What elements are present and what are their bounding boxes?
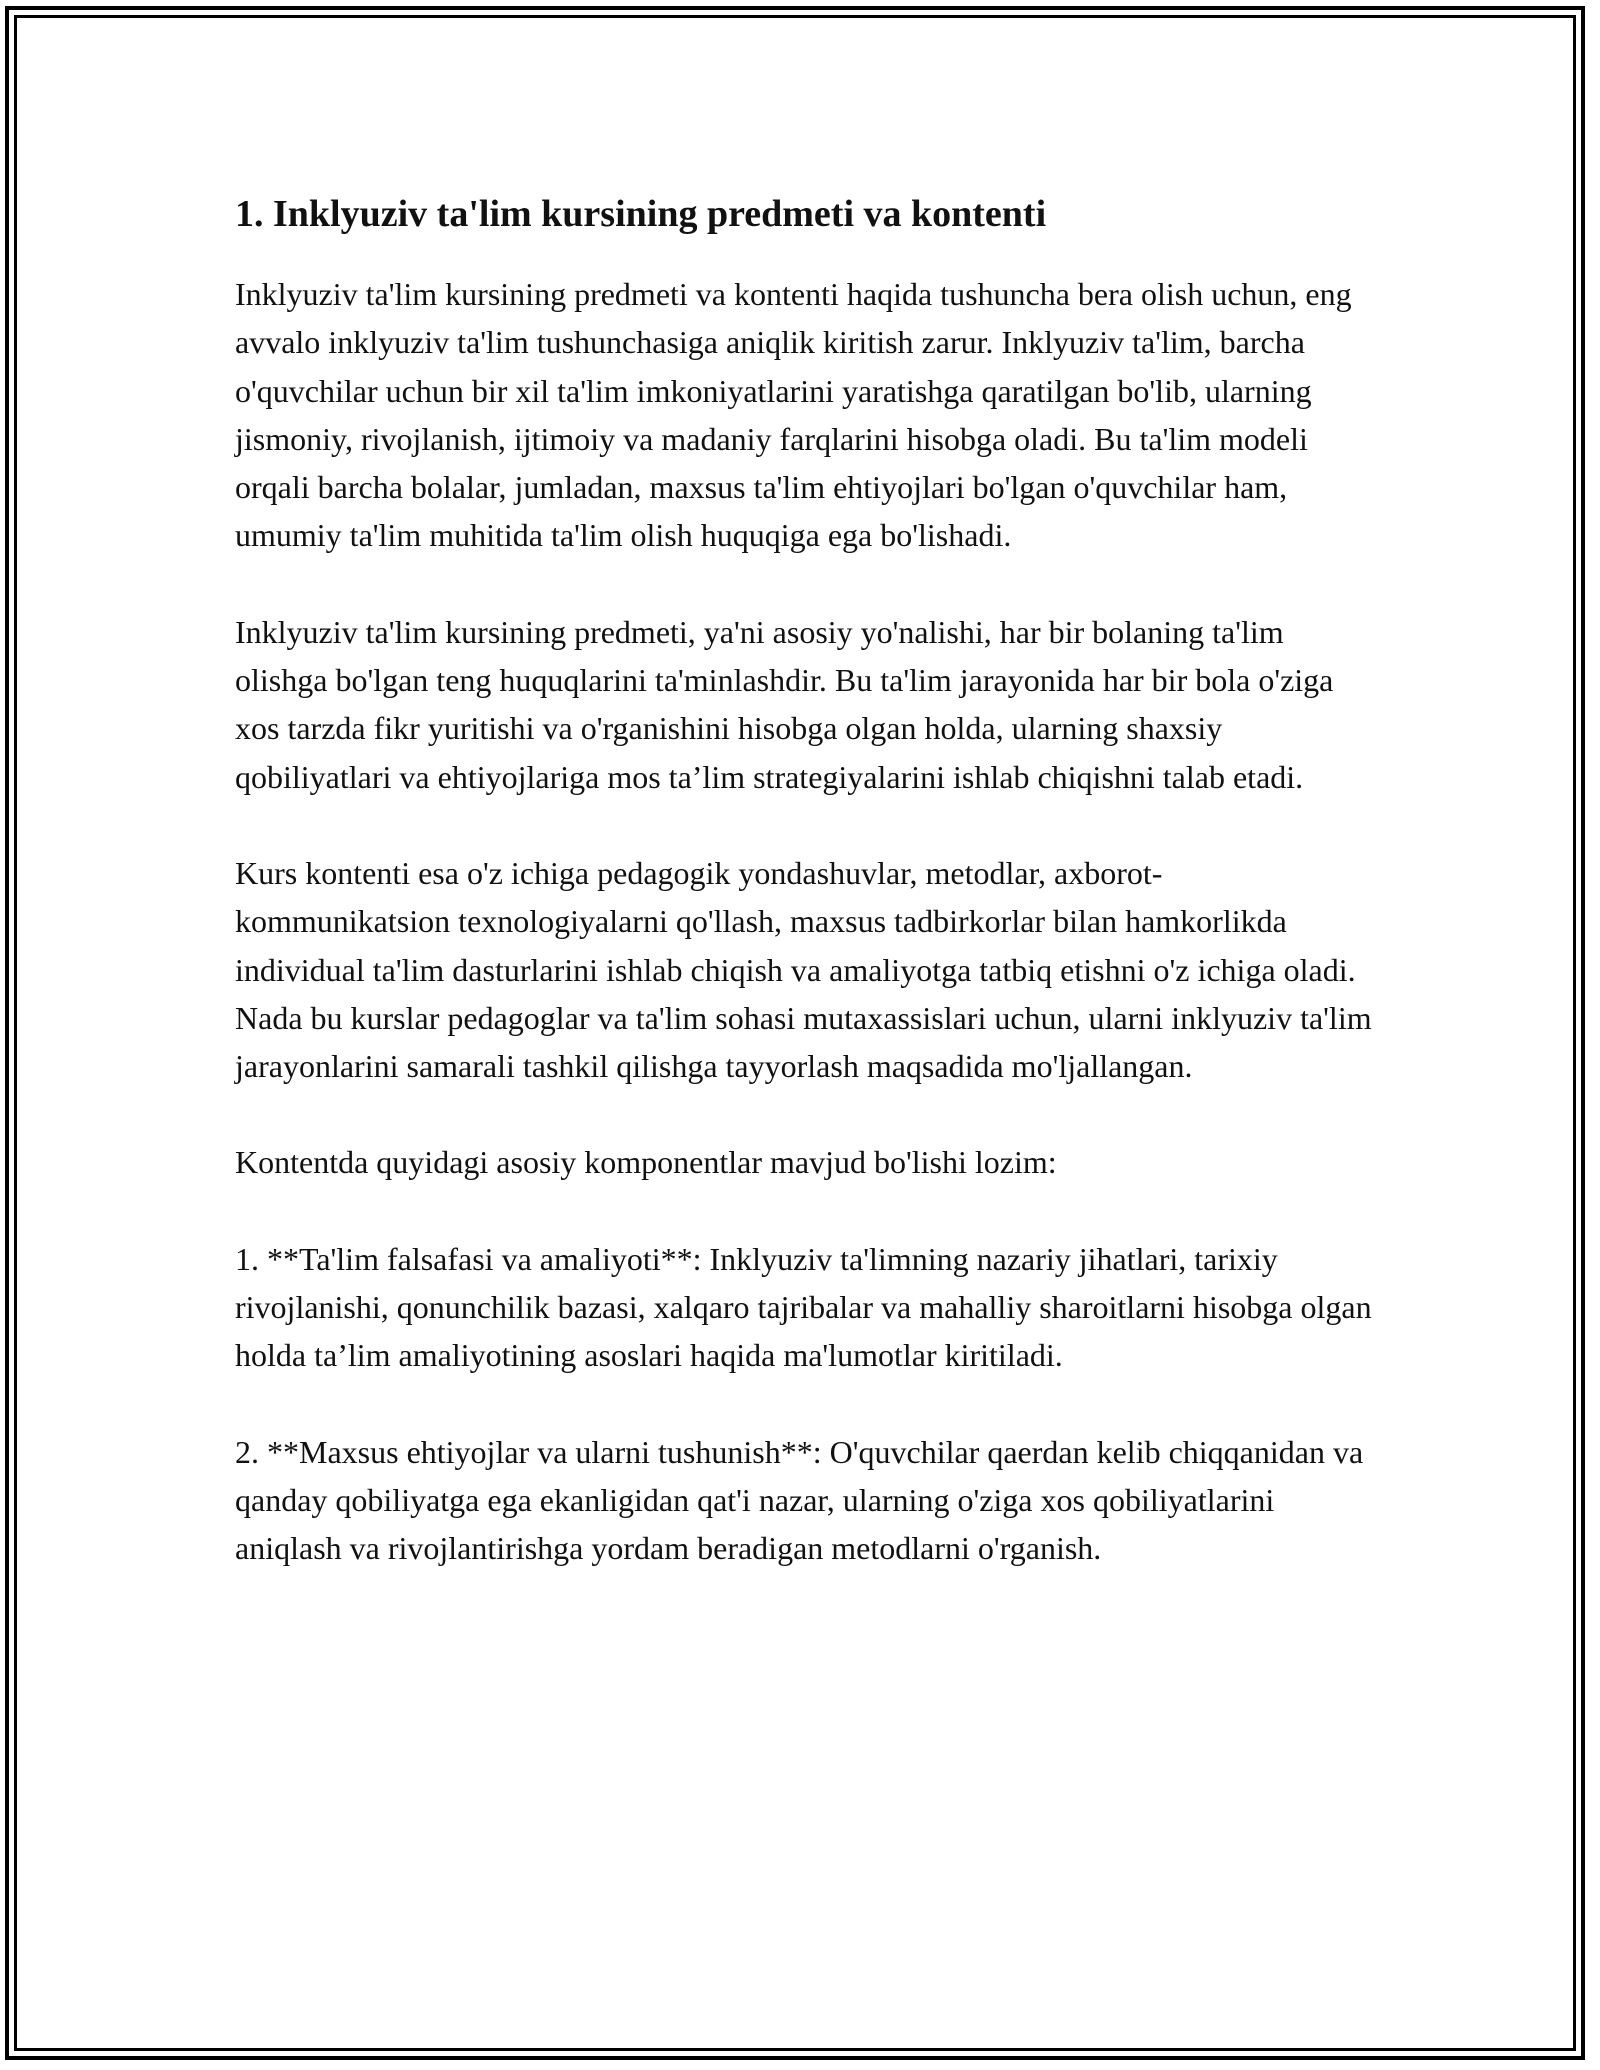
- list-item-special-needs: 2. **Maxsus ehtiyojlar va ularni tushunish**: O'quvchilar qaerdan kelib chiqqanidan va qanday qobiliyatga ega ekanligidan qat'i nazar, ularning o'ziga xos qobiliyatlarini aniqlash va rivojlantirishga yordam beradigan metodlarni o'rganish.: [235, 1433, 1364, 1567]
- document-title: 1. Inklyuziv ta'lim kursining predmeti va kontenti: [235, 193, 1047, 235]
- paragraph-content: Kurs kontenti esa o'z ichiga pedagogik yondashuvlar, metodlar, axborot-kommunikatsion texnologiyalarni qo'llash, maxsus tadbirkorlar bilan hamkorlikda individual ta'lim dasturlarini ishlab chiqish va amaliyotga tatbiq etishni o'z ichiga oladi. Nada bu kurslar pedagoglar va ta'lim sohasi mutaxassislari uchun, ularni inklyuziv ta'lim jarayonlarini samarali tashkil qilishga tayyorlash maqsadida mo'ljallangan.: [235, 854, 1372, 1085]
- paragraph-intro: Inklyuziv ta'lim kursining predmeti va kontenti haqida tushuncha bera olish uchun, eng avvalo inklyuziv ta'lim tushunchasiga aniqlik kiritish zarur. Inklyuziv ta'lim, barcha o'quvchilar uchun bir xil ta'lim imkoniyatlarini yaratishga qaratilgan bo'lib, ularning jismoniy, rivojlanish, ijtimoiy va madaniy farqlarini hisobga oladi. Bu ta'lim modeli orqali barcha bolalar, jumladan, maxsus ta'lim ehtiyojlari bo'lgan o'quvchilar ham, umumiy ta'lim muhitida ta'lim olish huquqiga ega bo'lishadi.: [235, 276, 1352, 554]
- list-item-philosophy: 1. **Ta'lim falsafasi va amaliyoti**: Inklyuziv ta'limning nazariy jihatlari, tarixiy rivojlanishi, qonunchilik bazasi, xalqaro tajribalar va mahalliy sharoitlarni hisobga olgan holda ta’lim amaliyotining asoslari haqida ma'lumotlar kiritiladi.: [235, 1240, 1372, 1374]
- document-body: [235, 183, 1375, 1621]
- paragraph-components-intro: Kontentda quyidagi asosiy komponentlar mavjud bo'lishi lozim:: [235, 1144, 1057, 1181]
- paragraph-subject: Inklyuziv ta'lim kursining predmeti, ya'ni asosiy yo'nalishi, har bir bolaning ta'lim olishga bo'lgan teng huquqlarini ta'minlashdir. Bu ta'lim jarayonida har bir bola o'ziga xos tarzda fikr yuritishi va o'rganishini hisobga olgan holda, ularning shaxsiy qobiliyatlari va ehtiyojlariga mos ta’lim strategiyalarini ishlab chiqishni talab etadi.: [235, 613, 1334, 795]
